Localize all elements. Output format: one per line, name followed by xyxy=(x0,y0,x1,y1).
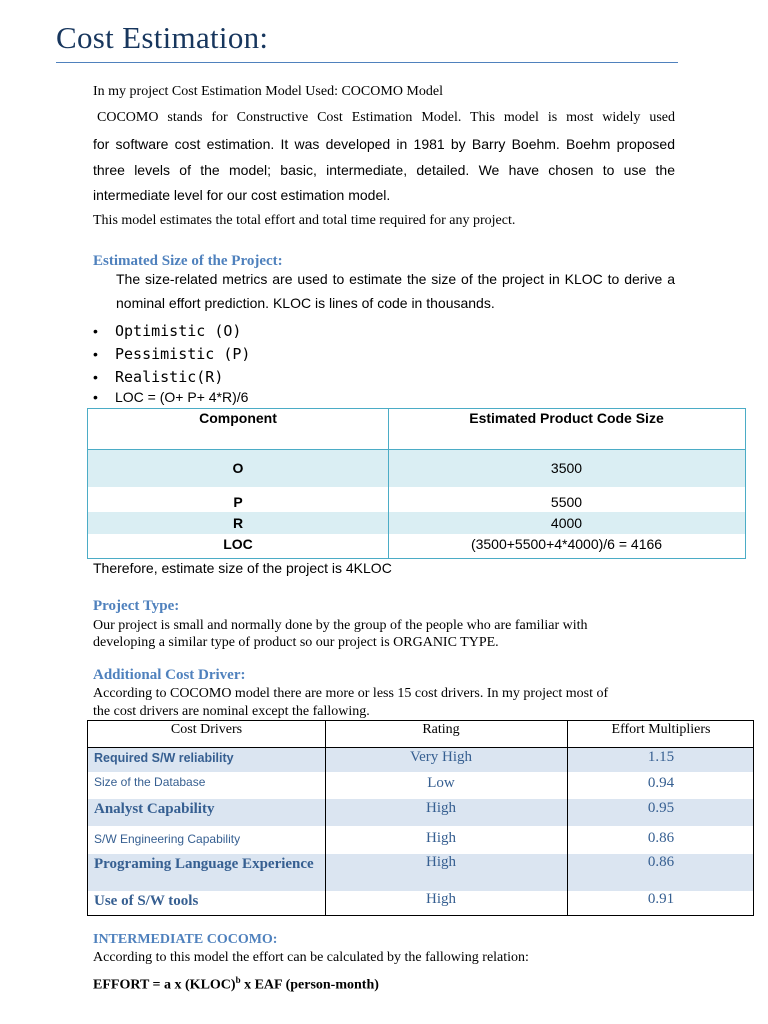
intro-line: In my project Cost Estimation Model Used: COCOMO Model xyxy=(93,84,443,99)
table-cell: Very High xyxy=(409,749,473,765)
bullet-item: • Realistic(R) xyxy=(115,366,250,389)
table-header-cell: Effort Multipliers xyxy=(611,722,711,737)
table-row xyxy=(88,826,753,854)
table-cell: O xyxy=(232,460,244,476)
table-cell: 0.94 xyxy=(647,775,675,791)
table-cell: 0.91 xyxy=(647,891,675,907)
table-cell: 5500 xyxy=(550,494,583,510)
table-cell: Required S/W reliability xyxy=(94,751,234,765)
table-cell: P xyxy=(233,494,243,510)
bullet-item: • Pessimistic (P) xyxy=(115,343,250,366)
table-header-row xyxy=(88,409,745,449)
table-cell: 3500 xyxy=(550,460,583,476)
table-header-row xyxy=(88,721,753,747)
table-cell: R xyxy=(232,515,244,531)
table-cell: LOC xyxy=(223,536,253,552)
table-row xyxy=(88,799,753,826)
table-cell: Use of S/W tools xyxy=(94,893,199,909)
table-header-cell: Cost Drivers xyxy=(170,722,243,737)
size-conclusion: Therefore, estimate size of the project is 4KLOC xyxy=(93,560,392,576)
column-divider xyxy=(567,721,568,915)
table-cell: High xyxy=(426,800,456,816)
table-cell: 1.15 xyxy=(647,749,675,765)
cost-driver-line: According to COCOMO model there are more or less 15 cost drivers. In my project most of xyxy=(93,686,609,701)
table-cell: 0.86 xyxy=(647,830,675,846)
table-cell: Low xyxy=(427,775,455,791)
table-row xyxy=(88,487,745,512)
table-cell: (3500+5500+4*4000)/6 = 4166 xyxy=(470,536,663,552)
cost-driver-table xyxy=(87,720,754,916)
table-row xyxy=(88,748,753,772)
intermediate-line: According to this model the effort can be calculated by the fallowing relation: xyxy=(93,950,529,965)
intro-line: This model estimates the total effort and total time required for any project. xyxy=(93,213,516,228)
table-row xyxy=(88,449,745,487)
project-type-heading: Project Type: xyxy=(93,598,180,614)
table-row xyxy=(88,534,745,558)
row-divider xyxy=(88,449,745,450)
table-header-cell: Estimated Product Code Size xyxy=(469,410,664,426)
project-type-line: developing a similar type of product so our project is ORGANIC TYPE. xyxy=(93,635,499,650)
table-cell: Programing Language Experience xyxy=(94,856,314,872)
table-row xyxy=(88,772,753,799)
formula-exponent: b xyxy=(235,975,241,985)
bullet-item: • Optimistic (O) xyxy=(115,320,250,343)
table-cell: 0.95 xyxy=(647,800,675,816)
table-cell: Size of the Database xyxy=(94,775,206,789)
table-row xyxy=(88,512,745,534)
size-heading: Estimated Size of the Project: xyxy=(93,253,283,269)
size-table xyxy=(87,408,746,559)
table-cell: S/W Engineering Capability xyxy=(94,832,241,846)
formula-suffix: x EAF (person-month) xyxy=(240,977,379,993)
table-cell: 4000 xyxy=(550,515,583,531)
size-paragraph-line: The size-related metrics are used to estimate the size of the project in KLOC to derive a xyxy=(116,271,675,287)
table-cell: High xyxy=(426,830,456,846)
intro-line: for software cost estimation. It was developed in 1981 by Barry Boehm. Boehm proposed xyxy=(93,136,675,152)
cost-driver-heading: Additional Cost Driver: xyxy=(93,667,246,683)
metric-bullet-list xyxy=(115,320,250,406)
cost-driver-line: the cost drivers are nominal except the fallowing. xyxy=(93,704,370,719)
table-cell: High xyxy=(426,891,456,907)
effort-formula xyxy=(93,975,379,994)
table-header-cell: Component xyxy=(199,410,277,426)
column-divider xyxy=(325,721,326,915)
formula-prefix: EFFORT = a x (KLOC) xyxy=(93,977,236,993)
project-type-line: Our project is small and normally done by the group of the people who are familiar with xyxy=(93,618,588,633)
table-row xyxy=(88,891,753,915)
column-divider xyxy=(388,409,389,558)
intro-line: three levels of the model; basic, intermediate, detailed. We have chosen to use the xyxy=(93,162,675,178)
intermediate-heading: INTERMEDIATE COCOMO: xyxy=(93,932,278,947)
intro-line: COCOMO stands for Constructive Cost Estimation Model. This model is most widely used xyxy=(97,110,675,125)
table-cell: 0.86 xyxy=(647,854,675,870)
page-title: Cost Estimation: xyxy=(56,20,269,55)
table-cell: Analyst Capability xyxy=(94,801,215,817)
title-divider xyxy=(56,62,678,63)
row-divider xyxy=(88,747,753,748)
bullet-item: • LOC = (O+ P+ 4*R)/6 xyxy=(115,389,250,406)
size-paragraph-line: nominal effort prediction. KLOC is lines of code in thousands. xyxy=(116,295,495,311)
table-header-cell: Rating xyxy=(422,722,460,737)
intro-line: intermediate level for our cost estimation model. xyxy=(93,187,391,203)
table-cell: High xyxy=(426,854,456,870)
table-row xyxy=(88,854,753,891)
